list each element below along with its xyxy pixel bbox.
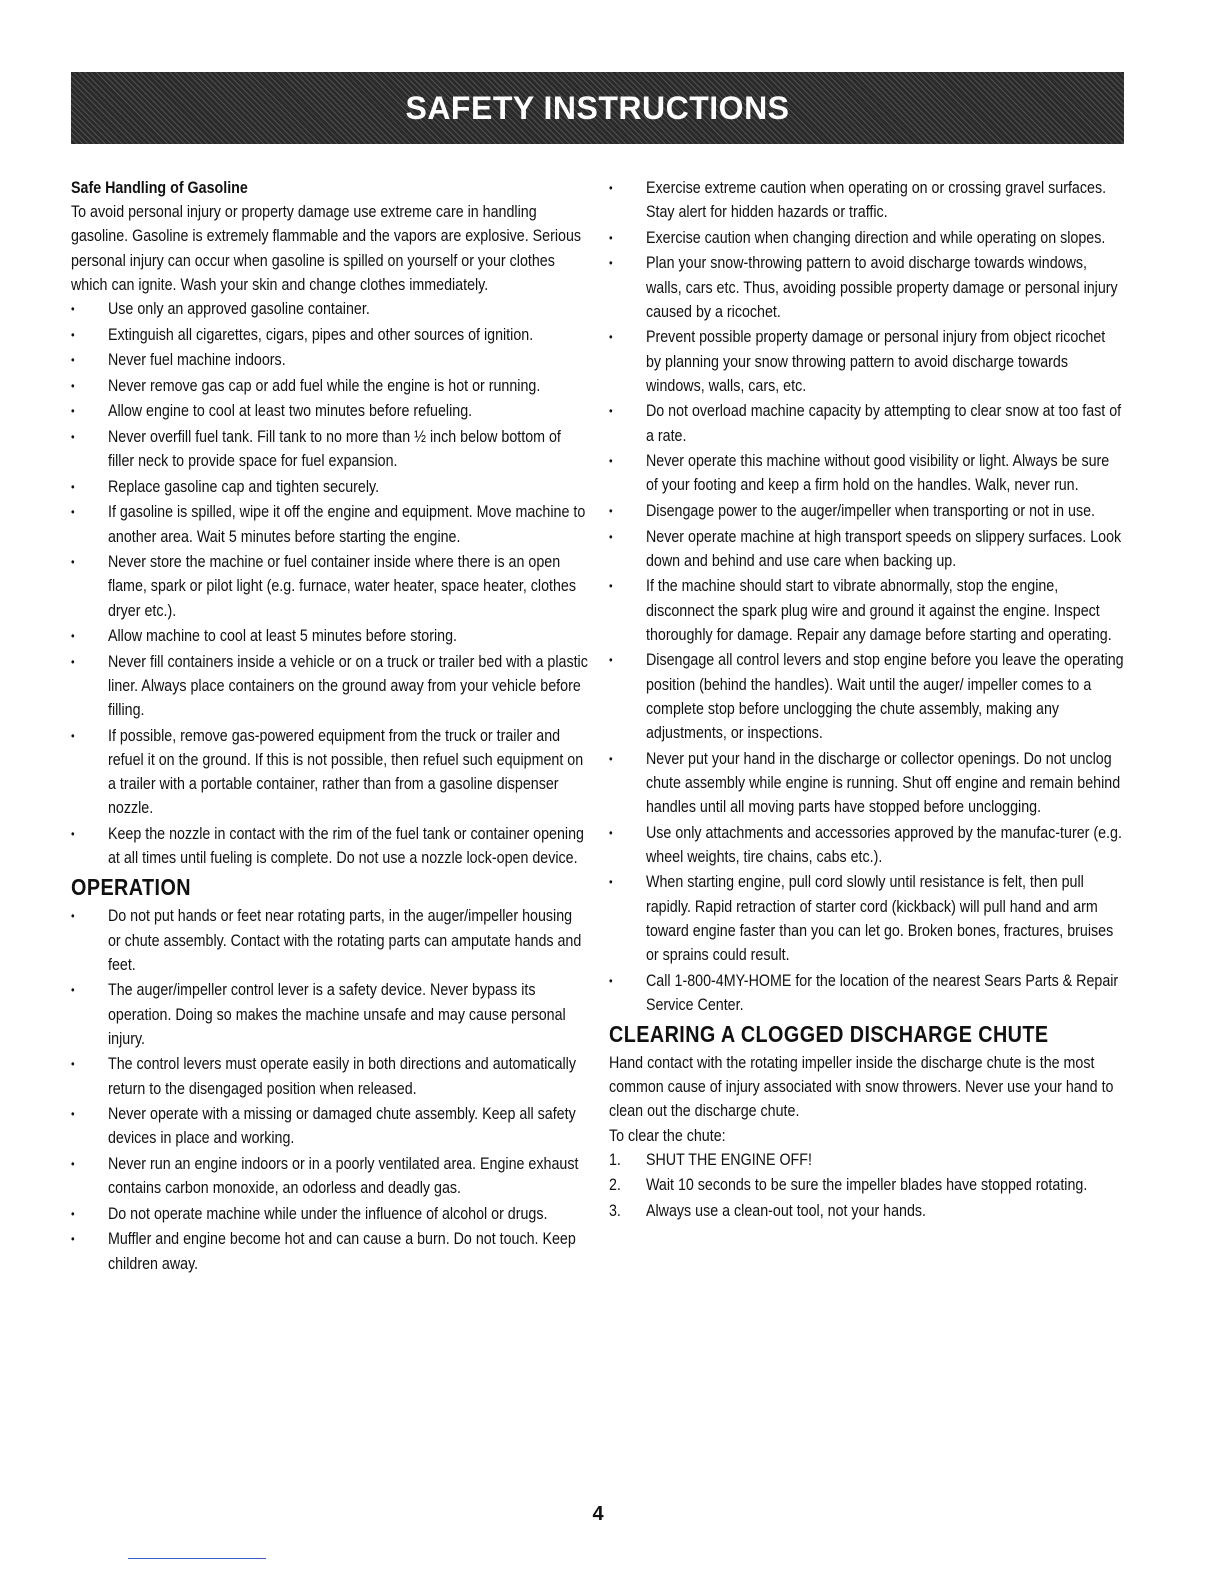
list-item-text: Plan your snow-throwing pattern to avoid discharge towards windows, walls, cars etc. Thus, avoiding possible property damage or personal injury caused by a ricochet. (645, 253, 1118, 321)
step-number: 3. (609, 1200, 621, 1220)
bullet-icon: • (71, 1232, 75, 1247)
list-item-text: Never run an engine indoors or in a poorly ventilated area. Engine exhaust contains carbon monoxide, an odorless and deadly gas. (107, 1153, 579, 1198)
list-item-text: Disengage all control levers and stop engine before you leave the operating position (behind the handles). Wait until the auger/ impeller comes to a complete stop before unclogging the chute assembly, making any adjustments, or inspections. (645, 650, 1124, 742)
bullet-icon: • (71, 1206, 75, 1221)
chute-heading: CLEARING A CLOGGED DISCHARGE CHUTE (609, 1020, 1049, 1047)
list-item (609, 499, 1124, 523)
left-column (71, 176, 588, 1277)
bullet-icon: • (71, 1057, 75, 1072)
bullet-icon: • (71, 654, 75, 669)
bullet-icon: • (71, 505, 75, 520)
gasoline-list (71, 297, 588, 870)
list-item (71, 978, 588, 1051)
list-item (71, 550, 588, 623)
bullet-icon: • (609, 875, 613, 890)
list-item-text: Never overfill fuel tank. Fill tank to no more than ½ inch below bottom of filler neck to provide space for fuel expansion. (107, 426, 561, 471)
list-item (71, 1202, 588, 1226)
list-item (71, 822, 588, 870)
list-item (609, 325, 1124, 398)
list-item-text: Prevent possible property damage or personal injury from object ricochet by planning your snow throwing pattern to avoid discharge towards windows, walls, cars, etc. (645, 327, 1106, 395)
bullet-icon: • (71, 1156, 75, 1171)
list-item (71, 624, 588, 648)
list-item (609, 525, 1124, 573)
list-item-text: Do not overload machine capacity by attempting to clear snow at too fast of a rate. (645, 401, 1122, 445)
bullet-icon: • (609, 454, 613, 469)
step-item (609, 1148, 1124, 1172)
operation-list-right (609, 176, 1124, 1017)
list-item (71, 904, 588, 977)
bullet-icon: • (71, 909, 75, 924)
list-item (71, 500, 588, 548)
footer-rule (128, 1558, 266, 1559)
list-item (609, 449, 1124, 497)
bullet-icon: • (71, 555, 75, 570)
bullet-icon: • (71, 378, 75, 393)
step-item (609, 1199, 1124, 1223)
list-item-text: Use only an approved gasoline container. (107, 299, 370, 319)
list-item (71, 425, 588, 473)
bullet-icon: • (609, 181, 613, 195)
bullet-icon: • (71, 1107, 75, 1122)
bullet-icon: • (609, 256, 613, 271)
bullet-icon: • (609, 404, 613, 419)
operation-heading: OPERATION (71, 874, 191, 901)
list-item-text: Never store the machine or fuel container inside where there is an open flame, spark or pilot light (e.g. furnace, water heater, space heater, clothes dryer etc.). (107, 552, 576, 620)
chute-lead: To clear the chute: (609, 1125, 726, 1145)
list-item-text: Disengage power to the auger/impeller when transporting or not in use. (645, 500, 1095, 520)
list-item-text: Do not put hands or feet near rotating parts, in the auger/impeller housing or chute assembly. Contact with the rotating parts can amputate hands and feet. (107, 906, 582, 974)
bullet-icon: • (71, 826, 75, 841)
list-item-text: Exercise caution when changing direction and while operating on slopes. (645, 227, 1106, 247)
list-item (71, 348, 588, 372)
page-number: 4 (592, 1503, 604, 1525)
bullet-icon: • (71, 983, 75, 998)
bullet-icon: • (71, 404, 75, 419)
step-number: 1. (609, 1149, 621, 1169)
list-item-text: Never operate machine at high transport speeds on slippery surfaces. Look down and behind and use care when backing up. (645, 526, 1122, 570)
list-item-text: Replace gasoline cap and tighten securely. (107, 476, 380, 496)
bullet-icon: • (609, 503, 613, 518)
list-item (71, 399, 588, 423)
list-item (71, 724, 588, 821)
list-item-text: Use only attachments and accessories approved by the manufac-turer (e.g. wheel weights, tire chains, cabs etc.). (645, 822, 1122, 866)
bullet-icon: • (71, 629, 75, 644)
list-item (609, 870, 1124, 967)
list-item (609, 176, 1124, 224)
list-item (71, 323, 588, 347)
bullet-icon: • (71, 429, 75, 444)
header-banner (71, 72, 1124, 144)
list-item-text: Never put your hand in the discharge or collector openings. Do not unclog chute assembly while engine is running. Shut off engine and remain behind handles until all moving parts have stopped before unclogging. (645, 748, 1121, 816)
bullet-icon: • (609, 579, 613, 594)
list-item-text: Keep the nozzle in contact with the rim of the fuel tank or container opening at all times until fueling is complete. Do not use a nozzle lock-open device. (107, 823, 584, 868)
chute-intro: Hand contact with the rotating impeller inside the discharge chute is the most common cause of injury associated with snow throwers. Never use your hand to clean out the discharge chute. (609, 1052, 1114, 1121)
list-item-text: The control levers must operate easily in both directions and automatically return to the disengaged position when released. (107, 1054, 576, 1098)
bullet-icon: • (609, 653, 613, 668)
step-text: Always use a clean-out tool, not your hands. (645, 1200, 927, 1220)
list-item-text: Never operate this machine without good visibility or light. Always be sure of your footing and keep a firm hold on the handles. Walk, never run. (645, 451, 1110, 495)
list-item-text: Muffler and engine become hot and can cause a burn. Do not touch. Keep children away. (107, 1229, 576, 1273)
list-item-text: If gasoline is spilled, wipe it off the engine and equipment. Move machine to another area. Wait 5 minutes before starting the engine. (107, 502, 586, 546)
list-item (71, 297, 588, 321)
step-item (609, 1173, 1124, 1197)
list-item-text: If the machine should start to vibrate abnormally, stop the engine, disconnect the spark plug wire and ground it against the engine. Inspect thoroughly for damage. Repair any damage before starting and operating. (645, 576, 1112, 644)
list-item-text: If possible, remove gas-powered equipment from the truck or trailer and refuel it on the ground. If this is not possible, then refuel such equipment on a trailer with a portable container, rather than from a gasoline dispenser nozzle. (107, 725, 584, 818)
list-item-text: Never fuel machine indoors. (107, 350, 286, 370)
bullet-icon: • (609, 825, 613, 840)
bullet-icon: • (609, 529, 613, 544)
bullet-icon: • (609, 751, 613, 766)
bullet-icon: • (71, 353, 75, 368)
list-item (71, 475, 588, 499)
list-item-text: Extinguish all cigarettes, cigars, pipes and other sources of ignition. (107, 324, 534, 344)
list-item (609, 399, 1124, 447)
list-item (71, 650, 588, 723)
list-item-text: Never operate with a missing or damaged chute assembly. Keep all safety devices in place and working. (107, 1104, 576, 1148)
list-item-text: Allow machine to cool at least 5 minutes before storing. (107, 626, 458, 646)
list-item (609, 969, 1124, 1017)
list-item (71, 374, 588, 398)
list-item (71, 1152, 588, 1200)
bullet-icon: • (71, 327, 75, 342)
list-item-text: Call 1-800-4MY-HOME for the location of the nearest Sears Parts & Repair Service Center. (645, 970, 1119, 1014)
bullet-icon: • (71, 728, 75, 743)
page-title: SAFETY INSTRUCTIONS (405, 89, 790, 126)
list-item (609, 574, 1124, 647)
bullet-icon: • (609, 973, 613, 988)
list-item-text: Exercise extreme caution when operating on or crossing gravel surfaces. Stay alert for hidden hazards or traffic. (645, 178, 1107, 222)
gasoline-intro: To avoid personal injury or property damage use extreme care in handling gasoline. Gasoline is extremely flammable and the vapors are explosive. Serious personal injury can occur when gasoline is spilled on yourself or your clothes which can ignite. Wash your skin and change clothes immediately. (71, 202, 582, 294)
list-item (609, 251, 1124, 324)
list-item (71, 1102, 588, 1150)
list-item (71, 1227, 588, 1275)
right-column (609, 176, 1124, 1225)
list-item-text: Never fill containers inside a vehicle or on a truck or trailer bed with a plastic liner. Always place containers on the ground away from your vehicle before filling. (107, 651, 588, 720)
chute-steps (609, 1148, 1124, 1223)
list-item-text: Do not operate machine while under the influence of alcohol or drugs. (107, 1203, 548, 1223)
list-item-text: Never remove gas cap or add fuel while the engine is hot or running. (107, 375, 541, 395)
list-item (71, 1052, 588, 1100)
step-text: SHUT THE ENGINE OFF! (645, 1149, 812, 1169)
list-item-text: Allow engine to cool at least two minutes before refueling. (107, 401, 473, 421)
gasoline-heading: Safe Handling of Gasoline (71, 178, 248, 197)
bullet-icon: • (609, 330, 613, 345)
step-number: 2. (609, 1175, 621, 1195)
list-item (609, 747, 1124, 820)
list-item (609, 821, 1124, 869)
list-item (609, 648, 1124, 745)
list-item-text: The auger/impeller control lever is a safety device. Never bypass its operation. Doing so makes the machine unsafe and may cause personal injury. (107, 980, 566, 1048)
operation-list-left (71, 904, 588, 1275)
bullet-icon: • (71, 479, 75, 494)
list-item-text: When starting engine, pull cord slowly until resistance is felt, then pull rapidly. Rapid retraction of starter cord (kickback) will pull hand and arm toward engine faster than you can let go. Broken bones, fractures, bruises or sprains could result. (645, 872, 1114, 964)
list-item (609, 226, 1124, 250)
bullet-icon: • (71, 302, 75, 317)
step-text: Wait 10 seconds to be sure the impeller blades have stopped rotating. (645, 1175, 1088, 1195)
bullet-icon: • (609, 230, 613, 245)
